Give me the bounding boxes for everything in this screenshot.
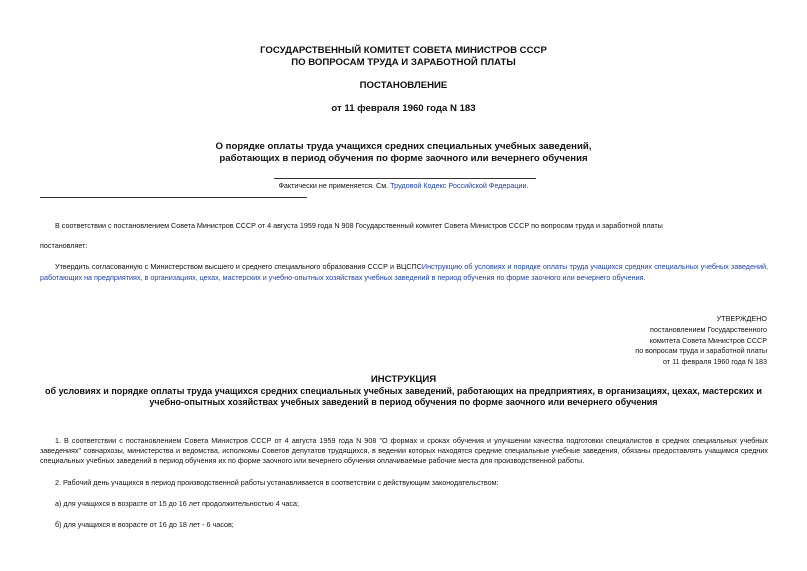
instruction-item-2a: а) для учащихся в возрасте от 15 до 16 лет продолжительностью 4 часа; — [55, 499, 300, 508]
issuer-line-2: ПО ВОПРОСАМ ТРУДА И ЗАРАБОТНОЙ ПЛАТЫ — [291, 57, 516, 68]
approve-prefix: Утвердить согласованную с Министерством высшего и среднего специального образования СССР и ВЦСПС — [55, 262, 422, 271]
doc-title-line-1: О порядке оплаты труда учащихся средних специальных учебных заведений, — [215, 141, 592, 152]
doc-title-line-2: работающих в период обучения по форме заочного или вечернего обучения — [219, 153, 588, 164]
notice-suffix: . — [526, 181, 529, 190]
instruction-subtitle-line-2: учебно-опытных хозяйствах учебных заведений в период обучения по форме заочного или вечернего обучения — [149, 397, 658, 407]
approval-stamp — [635, 314, 767, 368]
instruction-item-2: 2. Рабочий день учащихся в период производственной работы устанавливается в соответствии с действующим законодательством: — [55, 478, 499, 487]
instruction-item-1: 1. В соответствии с постановлением Совета Министров СССР от 4 августа 1959 года N 908 "О формах и сроках обучения и улучшении качества подготовки специалистов в средних специальных учебных заведениях" совнархозы, министерства и ведомства, исполкомы Советов депутатов трудящихся, в ведении которых находятся средние специальные учебные заведения, обязаны предоставлять учащимся средних специальных учебных заведений в период обучения их по форме заочного или вечернего обучения оплачиваемые рабочие места для производственной работы. — [40, 436, 768, 465]
notice-top-rule — [274, 178, 536, 179]
doc-type: ПОСТАНОВЛЕНИЕ — [359, 80, 448, 91]
instruction-heading: ИНСТРУКЦИЯ — [370, 374, 437, 385]
approval-line-1: УТВЕРЖДЕНО — [716, 314, 767, 323]
paragraph-resolves: постановляет: — [40, 241, 88, 250]
instruction-subtitle-line-1: об условиях и порядке оплаты труда учащихся средних специальных учебных заведений, работающих на предприятиях, в организациях, цехах, мастерских и — [45, 386, 762, 396]
labor-code-link[interactable]: Трудовой Кодекс Российской Федерации — [390, 181, 527, 190]
issuer-line-1: ГОСУДАРСТВЕННЫЙ КОМИТЕТ СОВЕТА МИНИСТРОВ СССР — [260, 45, 547, 56]
approval-line-2: постановлением Государственного — [650, 324, 767, 334]
instruction-item-2b: б) для учащихся в возрасте от 16 до 18 лет - 6 часов; — [55, 520, 234, 529]
paragraph-approve — [40, 262, 768, 283]
notice-prefix: Фактически не применяется. См. — [278, 181, 391, 190]
instruction-link[interactable]: Инструкцию об условиях и порядке оплаты труда учащихся средних специальных учебных заведений, работающих на предприятиях, в организациях, цехах, мастерских и учебно-опытных хозяйствах учебных заведений в период обучения по форме заочного или вечернего обучения — [40, 262, 768, 282]
doc-date-number: от 11 февраля 1960 года N 183 — [331, 103, 476, 114]
paragraph-basis: В соответствии с постановлением Совета Министров СССР от 4 августа 1959 года N 908 Государственный комитет Совета Министров СССР по вопросам труда и заработной платы — [55, 221, 663, 230]
notice-text — [0, 181, 807, 191]
approval-line-3: комитета Совета Министров СССР — [649, 335, 767, 345]
approval-line-5: от 11 февраля 1960 года N 183 — [662, 357, 767, 367]
approval-line-4: по вопросам труда и заработной платы — [635, 346, 767, 356]
notice-bottom-rule — [40, 197, 307, 198]
approve-suffix: . — [643, 272, 646, 282]
